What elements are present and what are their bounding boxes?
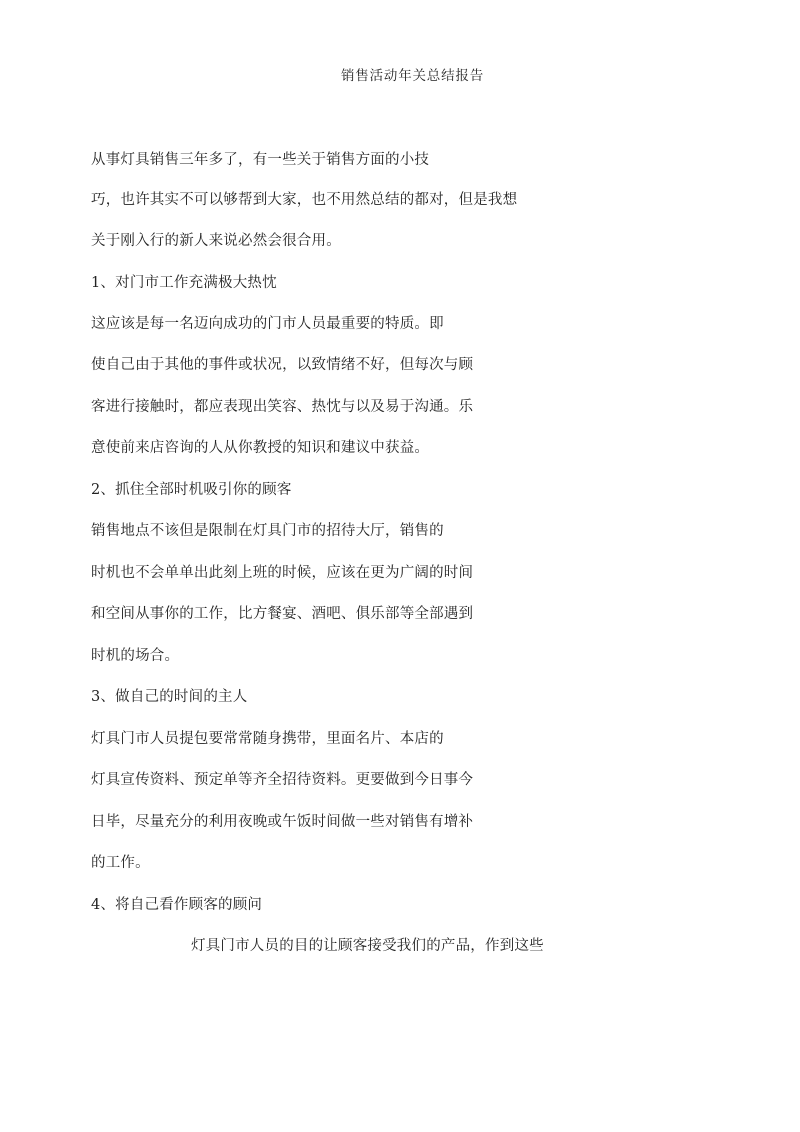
text-line: 和空间从事你的工作，比方餐宴、酒吧、俱乐部等全部遇到 [91,606,474,622]
text-line: 灯具门市人员提包要常常随身携带，里面名片、本店的 [91,731,444,747]
text-line: 灯具宣传资料、预定单等齐全招待资料。更要做到今日事今 [91,772,474,788]
document-title: 销售活动年关总结报告 [341,68,484,84]
text-line: 关于刚入行的新人来说必然会很合用。 [91,233,341,249]
text-line: 日毕，尽量充分的利用夜晚或午饭时间做一些对销售有增补 [91,814,474,830]
text-line: 巧，也许其实不可以够帮到大家，也不用然总结的都对，但是我想 [91,192,518,208]
text-line: 从事灯具销售三年多了，有一些关于销售方面的小技 [91,152,430,168]
section-heading: 4、将自己看作顾客的顾问 [91,897,263,913]
text-line: 时机的场合。 [91,648,180,664]
text-line: 意使前来店咨询的人从你教授的知识和建议中获益。 [91,440,430,456]
text-line: 灯具门市人员的目的让顾客接受我们的产品，作到这些 [191,938,544,954]
text-line: 客进行接触时，都应表现出笑容、热忱与以及易于沟通。乐 [91,399,474,415]
text-line: 销售地点不该但是限制在灯具门市的招待大厅，销售的 [91,523,444,539]
text-line: 的工作。 [91,855,150,871]
text-line: 使自己由于其他的事件或状况，以致情绪不好，但每次与顾 [91,357,474,373]
section-heading: 1、对门市工作充满极大热忱 [91,275,277,291]
section-heading: 2、抓住全部时机吸引你的顾客 [91,482,292,498]
text-line: 时机也不会单单出此刻上班的时候，应该在更为广阔的时间 [91,565,474,581]
text-line: 这应该是每一名迈向成功的门市人员最重要的特质。即 [91,316,444,332]
section-heading: 3、做自己的时间的主人 [91,689,248,705]
